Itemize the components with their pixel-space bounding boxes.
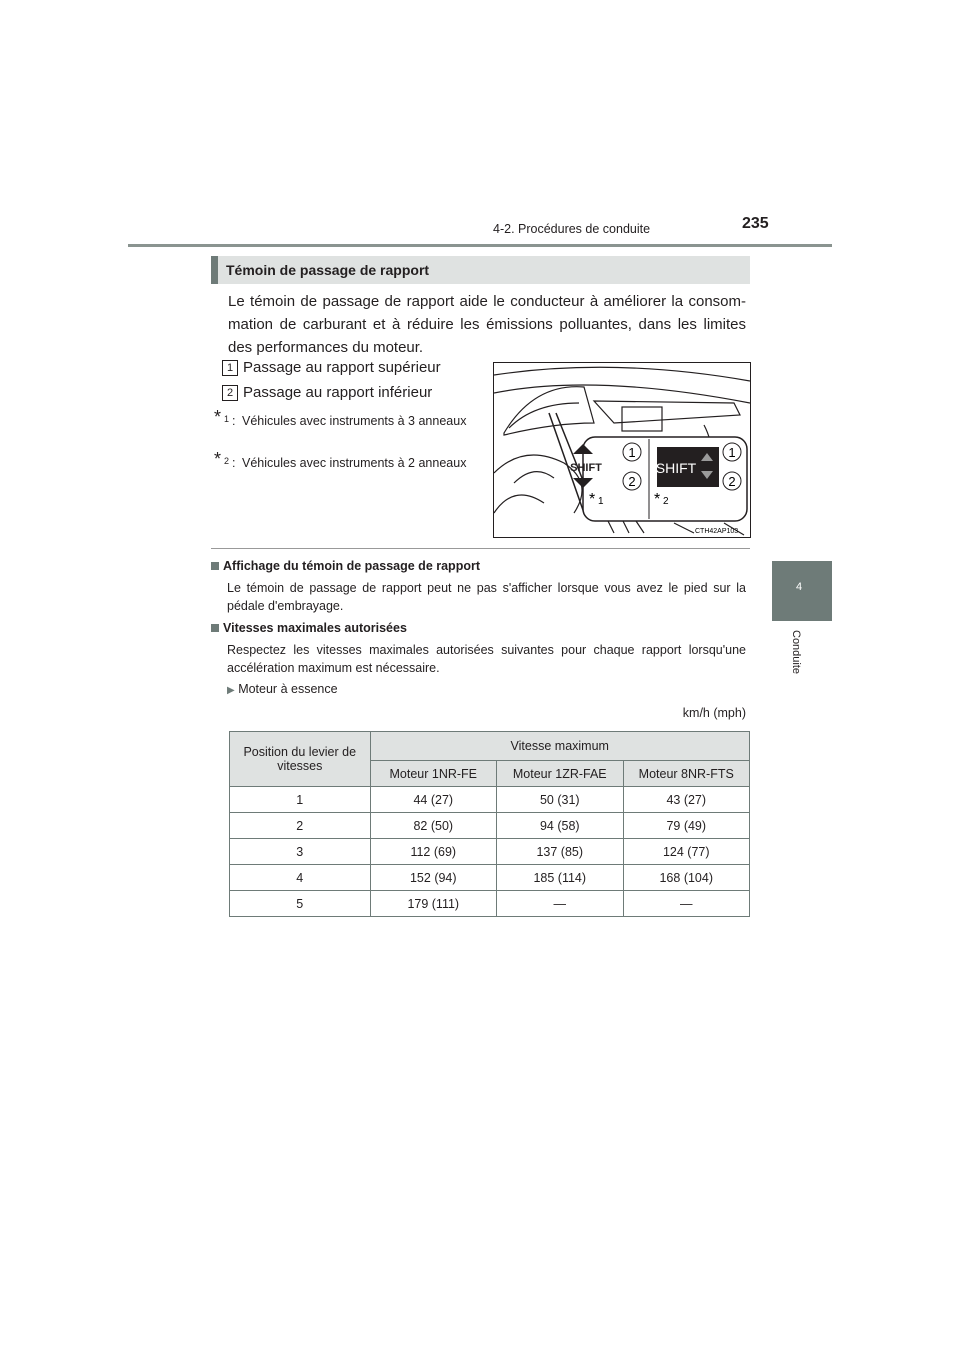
table-cell: 4 [230,865,371,891]
footnote-1: * 1 : Véhicules avec instruments à 3 anneaux [214,413,478,430]
item-number-1: 1 [222,360,238,376]
star-sup-1: 1 [598,496,604,507]
table-row [230,813,750,839]
header-rule [128,244,832,247]
shift-label-2: SHIFT [655,460,697,476]
callout-3: 1 [728,445,736,460]
triangle-bullet-icon: ▶ [227,685,235,696]
speeds-paragraph: Respectez les vitesses maximales autorisées suivantes pour chaque rapport lorsqu'une accélération maximum est nécessaire. [227,643,746,675]
table-cell: 179 (111) [370,891,496,917]
illustration-code: CTH42AP103 [695,528,739,535]
intro-paragraph: Le témoin de passage de rapport aide le conducteur à améliorer la consom- mation de carburant et à réduire les émissions polluantes, dans les limites des performances du moteur. [228,293,746,356]
table-cell: 2 [230,813,371,839]
header-section: 4-2. Procédures de conduite [493,222,651,236]
table-row [230,865,750,891]
callout-4: 2 [728,474,736,489]
table-cell: 5 [230,891,371,917]
table-cell: — [623,891,750,917]
square-bullet-icon [211,562,219,570]
speed-group-header: Vitesse maximum [370,732,749,761]
table-cell: 124 (77) [623,839,750,865]
star-sup-2: 2 [663,496,669,507]
engine-label [227,682,338,696]
col-gear-header: Position du levier de vitesses [230,732,371,787]
subheading-display-text: Affichage du témoin de passage de rapport [223,559,480,573]
square-bullet-icon [211,624,219,632]
table-cell: 152 (94) [370,865,496,891]
chapter-number: 4 [796,581,803,593]
divider [211,548,750,549]
footnote-text: Véhicules avec instruments à 3 anneaux [242,414,467,428]
table-cell: 82 (50) [370,813,496,839]
max-speed-table [229,731,750,917]
table-cell: 44 (27) [370,787,496,813]
engine-header: Moteur 1NR-FE [370,761,496,787]
table-cell: 43 (27) [623,787,750,813]
footnote-star: * [214,407,222,427]
display-paragraph: Le témoin de passage de rapport peut ne pas s'afficher lorsque vous avez le pied sur la pédale d'embrayage. [227,581,746,613]
footnote-sup: 2 [224,456,230,466]
table-cell: 79 (49) [623,813,750,839]
title-bar [211,256,218,284]
star-mark-1: * [589,491,596,508]
table-cell: 1 [230,787,371,813]
callout-2: 2 [628,474,636,489]
table-cell: 50 (31) [497,787,623,813]
footnote-2: * 2 : Véhicules avec instruments à 2 anneaux [214,455,478,472]
subheading-display [211,559,480,573]
page-number: 235 [742,215,769,232]
section-title [211,256,750,284]
item-text-2: Passage au rapport inférieur [243,384,433,401]
footnote-star: * [214,449,222,469]
footnote-sup: 1 [224,414,230,424]
table-row [230,839,750,865]
table-cell: 168 (104) [623,865,750,891]
dashboard-drawing [494,363,750,537]
table-cell: 185 (114) [497,865,623,891]
star-mark-2: * [654,491,661,508]
table-cell: 3 [230,839,371,865]
footnote-text: Véhicules avec instruments à 2 anneaux [242,456,467,470]
table-cell: — [497,891,623,917]
engine-header: Moteur 1ZR-FAE [497,761,623,787]
section-title-text: Témoin de passage de rapport [226,262,430,278]
callout-1: 1 [628,445,636,460]
dashboard-illustration [493,362,751,538]
table-cell: 112 (69) [370,839,496,865]
chapter-label: Conduite [790,630,802,675]
engine-label-text: Moteur à essence [238,682,338,696]
engine-header: Moteur 8NR-FTS [623,761,750,787]
table-row [230,891,750,917]
units-label: km/h (mph) [682,706,746,720]
chapter-tab [772,561,832,621]
table-row [230,787,750,813]
shift-label-1: SHIFT [570,462,602,474]
subheading-speeds [211,621,407,635]
table-cell: 137 (85) [497,839,623,865]
subheading-speeds-text: Vitesses maximales autorisées [223,621,407,635]
item-text-1: Passage au rapport supérieur [243,359,441,376]
item-number-2: 2 [222,385,238,401]
table-cell: 94 (58) [497,813,623,839]
